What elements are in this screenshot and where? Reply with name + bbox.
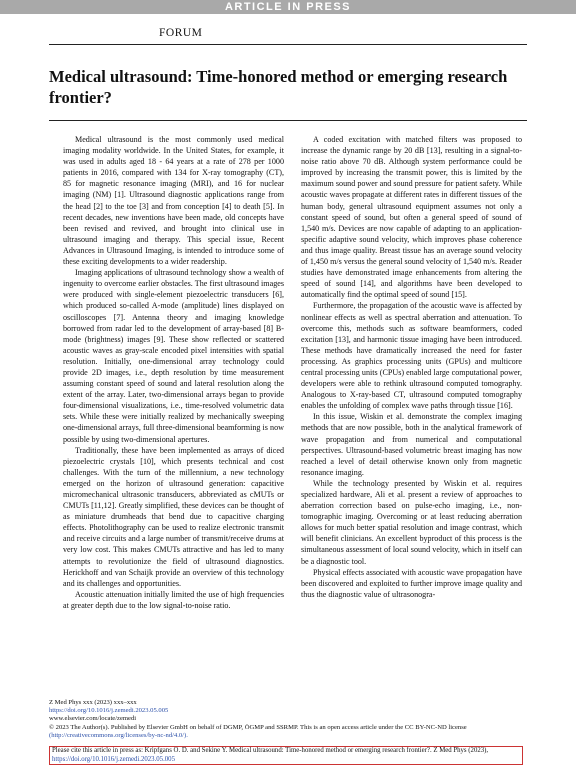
section-label: FORUM — [159, 27, 203, 39]
citation-text: Please cite this article in press as: Kripfgans O. D. and Sekine Y. Medical ultrasound: Time-honored method or emerging research frontier?. Z Med Phys (2023), — [52, 747, 489, 754]
journal-reference: Z Med Phys xxx (2023) xxx–xxx — [49, 699, 137, 706]
right-column — [301, 134, 522, 600]
body-paragraph: In this issue, Wiskin et al. demonstrate the complex imaging methods that are now possible, both in the analytical framework of wave propagation and from numerical and computational perspectives. Ultrasound-based volumetric breast imaging has now reached a level of detail otherwise known only from magnetic resonance imaging. — [301, 412, 522, 477]
doi-link[interactable]: https://doi.org/10.1016/j.zemedi.2023.05.005 — [49, 707, 169, 715]
body-paragraph: Acoustic attenuation initially limited the use of high frequencies at greater depth due to the low signal-to-noise ratio. — [63, 589, 284, 610]
left-column — [63, 134, 284, 611]
page-footer — [49, 699, 527, 740]
license-link[interactable]: (http://creativecommons.org/licenses/by-nc-nd/4.0/). — [49, 731, 188, 739]
article-title: Medical ultrasound: Time-honored method or emerging research frontier? — [49, 67, 508, 107]
journal-website[interactable]: www.elsevier.com/locate/zemedi — [49, 715, 137, 723]
body-paragraph: Imaging applications of ultrasound technology show a wealth of ingenuity to overcome earlier obstacles. The first ultrasound images were produced with single-element piezoelectric transducers [6], which produced so-called A-mode (amplitude) lines displayed on oscilloscopes [7]. Antenna theory and imaging knowledge borrowed from radar led to the development of array-based [8] B-mode (brightness) images [9]. These show reflected or scattered acoustic waves as gray-scale encoded pixel intensities with spatial resolution. Initially, one-dimensional array technology could provide 2D images, i.e., depth resolution by time measurement assuming constant speed of sound and lateral resolution along the extent of the array. Later, two-dimensional arrays began to provide four-dimensional visualizations, i.e., time-resolved volumetric data sets. While these were initially realized by mechanically sweeping one-dimensional arrays, full three-dimensional beamforming is now possible by using two-dimensional apertures. — [63, 268, 284, 444]
citation-box — [49, 746, 523, 765]
body-paragraph: Medical ultrasound is the most commonly used medical imaging modality worldwide. In the United States, for example, it was used in adults aged 18 - 64 years at a rate of 278 per 1000 patients in 2016, compared with 134 for X-ray tomography (CT), 85 for magnetic resonance imaging (MRI), and 16 for nuclear imaging (NM) [1]. Ultrasound diagnostic applications range from the head [2] to the toe [3] and from conception [4] to death [5]. In recent decades, new inventions have been made, old concepts have been revised and revived, and brought into clinical use in ultrasound imaging and therapy. This special issue, Recent Advances in Ultrasound Imaging, is intended to introduce some of these exciting developments to a wider readership. — [63, 135, 284, 267]
copyright-notice: © 2023 The Author(s). Published by Elsevier GmbH on behalf of DGMP, ÖGMP and SSRMP. This is an open access article under the CC BY-NC-ND license — [49, 723, 467, 731]
body-paragraph: Physical effects associated with acoustic wave propagation have been discovered and exploited to further improve image quality and thus the diagnostic value of ultrasonogra- — [301, 567, 522, 599]
title-rule — [49, 120, 527, 121]
article-in-press-banner: ARTICLE IN PRESS — [0, 0, 576, 14]
body-paragraph: While the technology presented by Wiskin et al. requires specialized hardware, Ali et al. present a review of approaches to aberration correction based on pulse-echo imaging, i.e., non-tomographic imaging. Overcoming or at least reducing aberration allows for much better spatial resolution and image contrast, which will benefit clinicians. An excellent byproduct of this process is the simultaneous assessment of local sound velocity, which in itself can be a diagnostic tool. — [301, 478, 522, 566]
body-paragraph: A coded excitation with matched filters was proposed to increase the dynamic range by 20 dB [13], resulting in a signal-to-noise ratio above 70 dB. Although system performance could be improved by increasing the transmit power, this is limited by the maximum sound power and sound pressure for patient safety. While acoustic waves propagate at different rates in different tissues of the human body, general ultrasound equipment assumes not only a constant speed of sound, but often a general speed of sound of 1,540 m/s. Devices are now capable of adapting to an application-specific adaptive sound velocity, which improves phase coherence and thus image quality. Breast tissue has an average sound velocity of 1,450 m/s versus the general sound velocity of 1,540 m/s. Reader studies have demonstrated image enhancements from altering the speed of sound [14], and algorithms have been developed to automatically find the optimal speed of sound [15]. — [301, 135, 522, 300]
body-paragraph: Traditionally, these have been implemented as arrays of diced piezoelectric crystals [10], which presents technical and cost challenges. With the turn of the millennium, a new technology emerged on the horizon of ultrasound generation: capacitive micromechanical ultrasonic transducers, abbreviated as cMUTs or CMUTs [11,12]. Greatly simplified, these devices can be thought of as miniature drumheads that bend due to capacitive charging effects. Photolithography can be used to realize electronic transmit and receive circuits and a large number of transmit/receive drums at very low cost. This makes CMUTs attractive and has led to many attempts to revolutionize the field of ultrasound diagnostics. Herickhoff and van Schaijk provide an overview of this technology and its challenges and opportunities. — [63, 445, 284, 588]
citation-doi-link[interactable]: https://doi.org/10.1016/j.zemedi.2023.05.005 — [52, 755, 175, 763]
header-rule — [49, 44, 527, 45]
body-paragraph: Furthermore, the propagation of the acoustic wave is affected by nonlinear effects as well as spectral aberration and attenuation. To overcome this, methods such as software beamformers, coded excitation [13], and harmonic tissue imaging have been introduced. These methods have dramatically increased the need for faster processing. As graphics processing units (GPUs) and multicore central processing units (CPUs) enabled large computational power, developers were able to rethink ultrasound computed tomography. Analogous to X-ray-based CT, ultrasound computed tomography enables the unfolding of complex wave paths through tissue [16]. — [301, 301, 522, 411]
